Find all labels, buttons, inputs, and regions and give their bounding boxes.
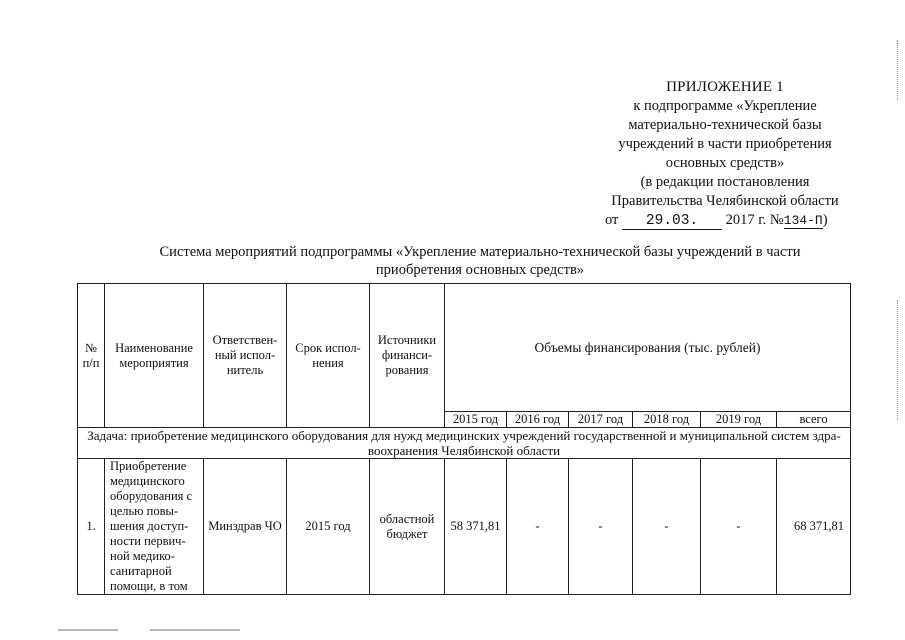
row-value-2018: - xyxy=(633,459,701,595)
header-funding: Объемы финансирования (тыс. рублей) xyxy=(445,284,851,412)
row-num: 1. xyxy=(78,459,105,595)
year-cell: 2015 год xyxy=(445,412,507,428)
header-responsible: Ответствен-ный испол-нитель xyxy=(204,284,287,428)
document-title xyxy=(100,243,860,279)
row-value-2016: - xyxy=(507,459,569,595)
header-name: Наименование мероприятия xyxy=(105,284,204,428)
appendix-line: к подпрограмме «Укрепление xyxy=(633,98,817,114)
row-responsible: Минздрав ЧО xyxy=(204,459,287,595)
document-title-line: Система мероприятий подпрограммы «Укрепление материально-технической базы учреждений в части xyxy=(159,244,801,260)
row-value-2019: - xyxy=(701,459,777,595)
appendix-line: основных средств» xyxy=(665,155,785,171)
header-num: № п/п xyxy=(78,284,105,428)
appendix-title: ПРИЛОЖЕНИЕ 1 xyxy=(666,79,784,95)
row-value-2017: - xyxy=(569,459,633,595)
date-prefix: от xyxy=(605,212,619,228)
header-row xyxy=(78,284,851,412)
year-cell: 2016 год xyxy=(507,412,569,428)
header-sources: Источники финанси-рования xyxy=(370,284,445,428)
task-row xyxy=(78,428,851,459)
scan-edge-mark xyxy=(897,300,899,420)
row-source: областной бюджет xyxy=(370,459,445,595)
year-cell: 2018 год xyxy=(633,412,701,428)
appendix-line: (в редакции постановления xyxy=(640,174,810,190)
row-value-2015: 58 371,81 xyxy=(445,459,507,595)
header-term: Срок испол-нения xyxy=(287,284,370,428)
appendix-line: материально-технической базы xyxy=(628,117,822,133)
task-text: Задача: приобретение медицинского оборудования для нужд медицинских учреждений государственной и муниципальной систем здра-воохранения Челябинской области xyxy=(78,428,851,459)
scan-edge-mark xyxy=(897,40,899,100)
table-row xyxy=(78,459,851,595)
decree-number: 134-П xyxy=(783,213,823,228)
scan-artifact xyxy=(150,629,240,631)
row-term: 2015 год xyxy=(287,459,370,595)
scan-artifact xyxy=(58,629,118,631)
activities-table xyxy=(77,283,851,595)
row-value-total: 68 371,81 xyxy=(777,459,851,595)
document-title-line: приобретения основных средств» xyxy=(375,262,585,278)
close-paren: ) xyxy=(822,212,828,228)
year-cell: 2017 год xyxy=(569,412,633,428)
appendix-block xyxy=(560,78,890,230)
appendix-date-line xyxy=(560,211,890,230)
appendix-line: Правительства Челябинской области xyxy=(611,193,839,209)
total-cell: всего xyxy=(777,412,851,428)
year-cell: 2019 год xyxy=(701,412,777,428)
row-activity-name: Приобретение медицинского оборудования с целью повы-шения доступ-ности первич-ной медико-санитарной помощи, в том xyxy=(105,459,204,595)
date-year: 2017 г. № xyxy=(725,212,784,228)
appendix-line: учреждений в части приобретения xyxy=(618,136,832,152)
date-value: 29.03. xyxy=(622,214,722,230)
